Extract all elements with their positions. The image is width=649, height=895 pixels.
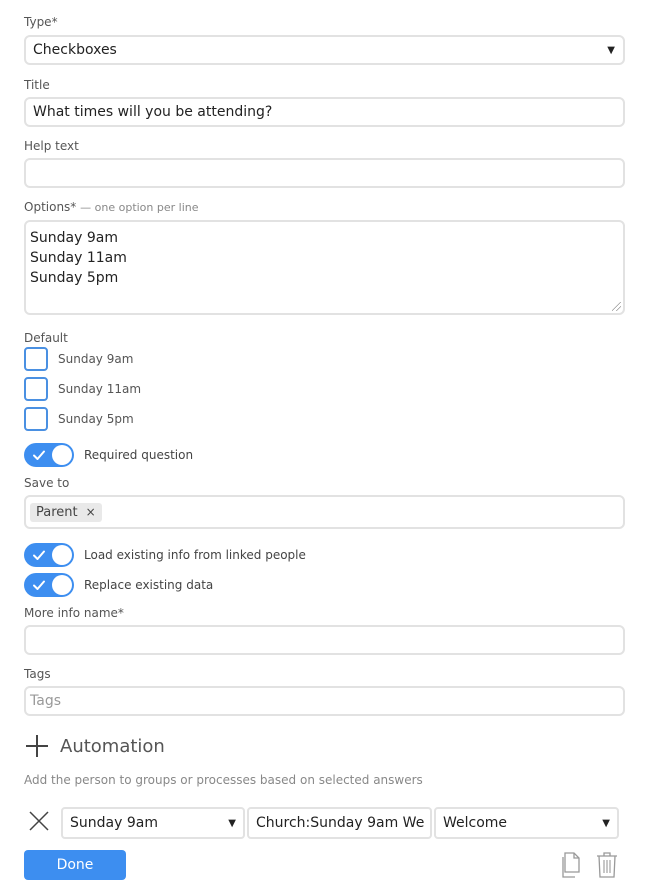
type-label: Type*	[24, 15, 58, 29]
add-automation-button[interactable]	[26, 733, 165, 759]
help-text-label: Help text	[24, 139, 79, 153]
default-option-label: Sunday 11am	[58, 382, 142, 396]
default-checkbox-sunday-9am[interactable]	[24, 347, 48, 371]
options-line: Sunday 11am	[30, 250, 127, 266]
toggle-knob	[52, 575, 72, 595]
check-icon	[32, 548, 46, 562]
check-icon	[32, 578, 46, 592]
options-label	[24, 200, 199, 214]
type-select[interactable]	[24, 35, 625, 65]
replace-existing-toggle[interactable]	[24, 573, 74, 597]
save-to-chip	[30, 503, 102, 522]
default-option-row	[24, 407, 134, 431]
duplicate-icon[interactable]	[561, 852, 581, 878]
rule-answer-value: Sunday 9am	[70, 815, 158, 831]
remove-rule-icon[interactable]	[28, 810, 50, 832]
options-line: Sunday 9am	[30, 230, 118, 246]
remove-chip-icon[interactable]: ×	[85, 505, 96, 519]
rule-action-select[interactable]	[434, 807, 619, 839]
required-question-label: Required question	[84, 448, 194, 462]
options-line: Sunday 5pm	[30, 270, 119, 286]
load-existing-toggle[interactable]	[24, 543, 74, 567]
title-label: Title	[24, 78, 50, 92]
save-to-label: Save to	[24, 476, 70, 490]
save-to-chip-label: Parent	[36, 504, 78, 520]
title-input-value: What times will you be attending?	[33, 104, 273, 120]
plus-icon	[26, 735, 48, 757]
more-info-name-input[interactable]	[24, 625, 625, 655]
replace-existing-label: Replace existing data	[84, 578, 214, 592]
trash-icon[interactable]	[596, 851, 618, 878]
title-input[interactable]	[24, 97, 625, 127]
default-option-row	[24, 347, 133, 371]
resize-grip-icon[interactable]	[612, 302, 621, 311]
default-option-label: Sunday 9am	[58, 352, 134, 366]
rule-action-value: Welcome	[443, 815, 508, 831]
default-label: Default	[24, 331, 68, 345]
toggle-knob	[52, 545, 72, 565]
help-text-input[interactable]	[24, 158, 625, 188]
tags-placeholder: Tags	[30, 693, 61, 709]
required-question-row	[24, 443, 193, 467]
replace-existing-row	[24, 573, 213, 597]
tags-label: Tags	[24, 667, 51, 681]
chevron-down-icon: ▼	[607, 44, 615, 56]
load-existing-row	[24, 543, 306, 567]
check-icon	[32, 448, 46, 462]
automation-description: Add the person to groups or processes based on selected answers	[24, 773, 423, 787]
default-checkbox-sunday-5pm[interactable]	[24, 407, 48, 431]
options-textarea[interactable]	[24, 220, 625, 315]
rule-target-value: Church:Sunday 9am We	[256, 815, 425, 831]
more-info-name-label: More info name*	[24, 606, 124, 620]
default-option-label: Sunday 5pm	[58, 412, 134, 426]
rule-answer-select[interactable]	[61, 807, 245, 839]
toggle-knob	[52, 445, 72, 465]
rule-target-input[interactable]	[247, 807, 432, 839]
options-hint: — one option per line	[80, 201, 199, 214]
tags-input[interactable]	[24, 686, 625, 716]
required-question-toggle[interactable]	[24, 443, 74, 467]
chevron-down-icon: ▼	[228, 817, 236, 829]
chevron-down-icon: ▼	[602, 817, 610, 829]
options-label-text: Options*	[24, 200, 77, 214]
type-select-value: Checkboxes	[33, 42, 117, 58]
save-to-input[interactable]	[24, 495, 625, 529]
load-existing-label: Load existing info from linked people	[84, 548, 306, 562]
automation-title: Automation	[60, 735, 165, 757]
done-button[interactable]: Done	[24, 850, 126, 880]
default-option-row	[24, 377, 141, 401]
default-checkbox-sunday-11am[interactable]	[24, 377, 48, 401]
